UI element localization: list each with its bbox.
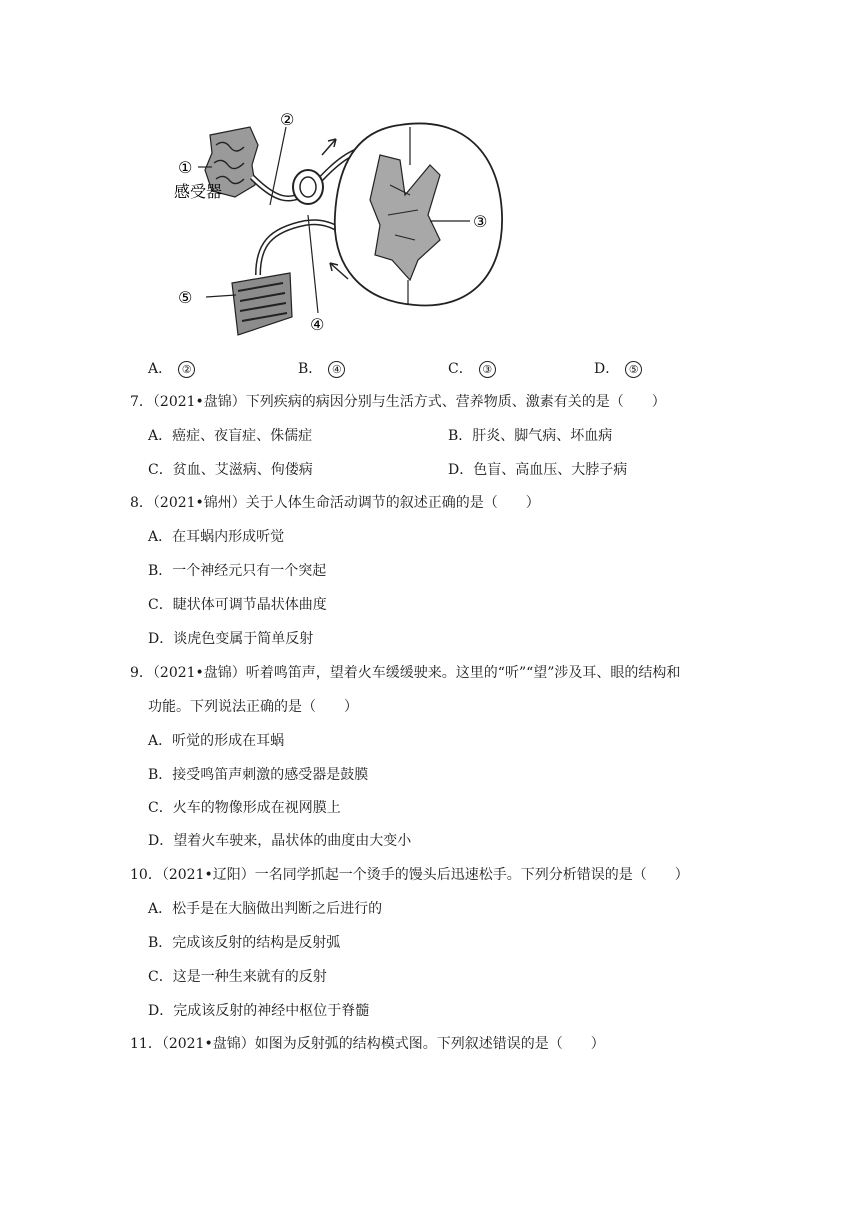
question-7-stem: 7．（2021•盘锦）下列疾病的病因分别与生活方式、营养物质、激素有关的是（ ） bbox=[130, 394, 666, 410]
question-10-stem: 10．（2021•辽阳）一名同学抓起一个烫手的馒头后迅速松手。下列分析错误的是（ ） bbox=[130, 867, 689, 883]
q8-option-c[interactable]: C．睫状体可调节晶状体曲度 bbox=[148, 597, 327, 613]
question-11-stem: 11．（2021•盘锦）如图为反射弧的结构模式图。下列叙述错误的是（ ） bbox=[130, 1036, 605, 1052]
q6-option-b-mark: ④ bbox=[328, 361, 345, 378]
q6-option-a[interactable]: A． ② bbox=[148, 358, 195, 378]
q6-option-c[interactable]: C． ③ bbox=[448, 358, 496, 378]
q8-option-a[interactable]: A．在耳蜗内形成听觉 bbox=[148, 529, 285, 545]
label-2: ② bbox=[280, 110, 295, 129]
q6-option-d-mark: ⑤ bbox=[625, 361, 642, 378]
reflex-arc-diagram bbox=[140, 105, 520, 350]
question-9-stem: 9．（2021•盘锦）听着鸣笛声，望着火车缓缓驶来。这里的“听”“望”涉及耳、眼的结构和 bbox=[130, 665, 681, 681]
question-9-stem-continued: 功能。下列说法正确的是（ ） bbox=[148, 699, 358, 715]
q8-option-b[interactable]: B．一个神经元只有一个突起 bbox=[148, 563, 327, 579]
label-1: ① bbox=[178, 158, 193, 177]
reflex-arc-figure bbox=[140, 105, 520, 350]
q10-option-b[interactable]: B．完成该反射的结构是反射弧 bbox=[148, 935, 341, 951]
q6-options bbox=[148, 358, 768, 380]
q7-option-d[interactable]: D．色盲、高血压、大脖子病 bbox=[448, 462, 628, 478]
q10-option-c[interactable]: C．这是一种生来就有的反射 bbox=[148, 969, 327, 985]
q9-option-b[interactable]: B．接受鸣笛声刺激的感受器是鼓膜 bbox=[148, 767, 369, 783]
label-5: ⑤ bbox=[178, 288, 193, 307]
receptor-label: 感受器 bbox=[174, 182, 223, 201]
q9-option-a[interactable]: A．听觉的形成在耳蜗 bbox=[148, 733, 285, 749]
q7-option-b[interactable]: B．肝炎、脚气病、坏血病 bbox=[448, 428, 613, 444]
label-3: ③ bbox=[473, 212, 488, 231]
question-8-stem: 8．（2021•锦州）关于人体生命活动调节的叙述正确的是（ ） bbox=[130, 495, 540, 511]
q7-option-a[interactable]: A．癌症、夜盲症、侏儒症 bbox=[148, 428, 313, 444]
q9-option-d[interactable]: D．望着火车驶来，晶状体的曲度由大变小 bbox=[148, 833, 412, 849]
q6-option-c-mark: ③ bbox=[479, 361, 496, 378]
label-4: ④ bbox=[310, 315, 325, 334]
q6-option-b[interactable]: B． ④ bbox=[298, 358, 345, 378]
effector-shape bbox=[232, 273, 292, 335]
q8-option-d[interactable]: D．谈虎色变属于简单反射 bbox=[148, 631, 314, 647]
q10-option-a[interactable]: A．松手是在大脑做出判断之后进行的 bbox=[148, 901, 383, 917]
q6-option-a-mark: ② bbox=[178, 361, 195, 378]
q7-option-c[interactable]: C．贫血、艾滋病、佝偻病 bbox=[148, 462, 313, 478]
q9-option-c[interactable]: C．火车的物像形成在视网膜上 bbox=[148, 800, 341, 816]
q10-option-d[interactable]: D．完成该反射的神经中枢位于脊髓 bbox=[148, 1003, 370, 1019]
q6-option-d[interactable]: D． ⑤ bbox=[594, 358, 642, 378]
